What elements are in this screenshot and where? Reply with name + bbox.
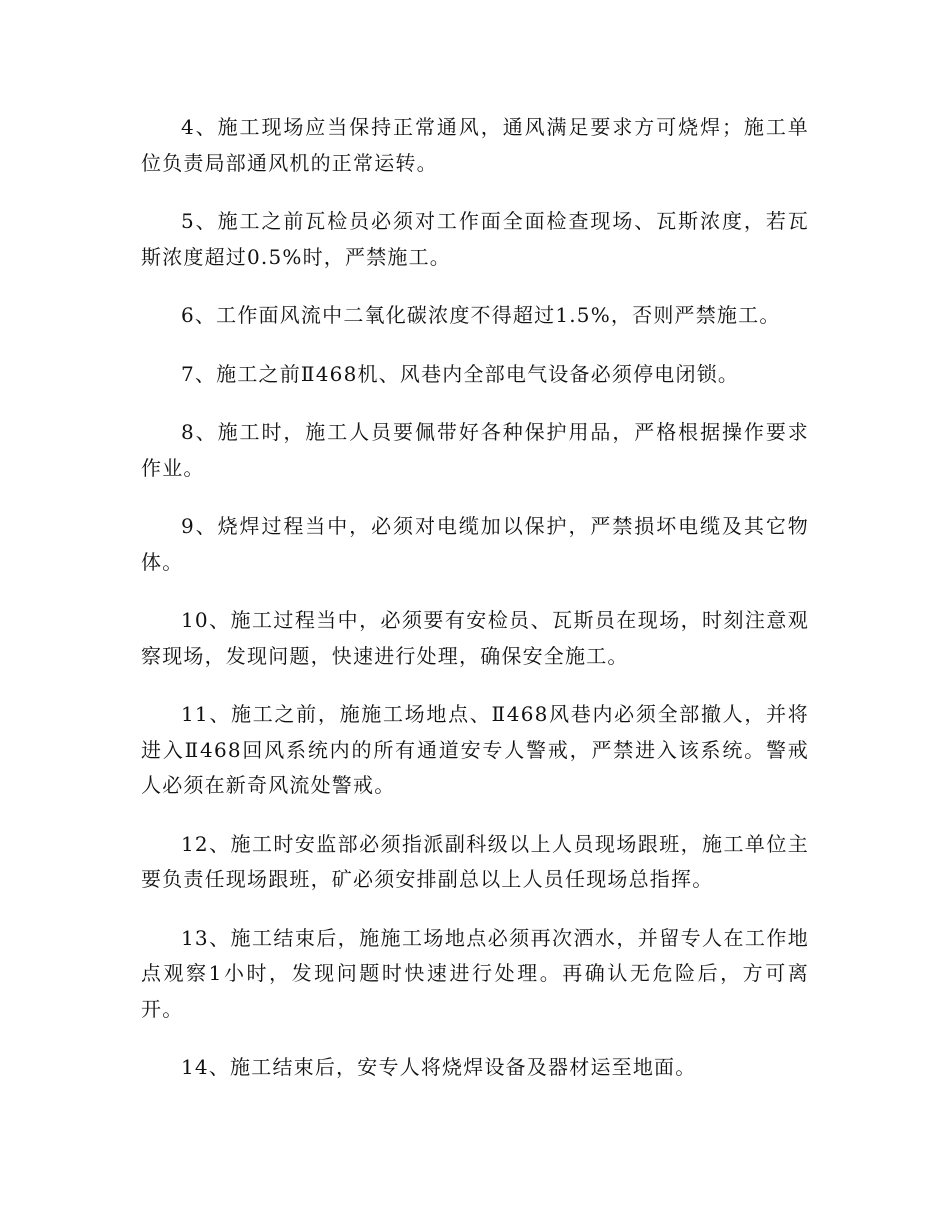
document-page bbox=[141, 110, 809, 1109]
paragraph-4: 4、施工现场应当保持正常通风，通风满足要求方可烧焊；施工单位负责局部通风机的正常运转。 bbox=[141, 115, 809, 175]
paragraph-5: 5、施工之前瓦检员必须对工作面全面检查现场、瓦斯浓度，若瓦斯浓度超过0.5%时，严禁施工。 bbox=[141, 209, 809, 269]
paragraph-11: 11、施工之前，施施工场地点、Ⅱ468风巷内必须全部撤人，并将进入Ⅱ468回风系统内的所有通道安专人警戒，严禁进入该系统。警戒人必须在新奇风流处警戒。 bbox=[141, 702, 809, 797]
paragraph-10: 10、施工过程当中，必须要有安检员、瓦斯员在现场，时刻注意观察现场，发现问题，快速进行处理，确保安全施工。 bbox=[141, 608, 809, 668]
paragraph-14: 14、施工结束后，安专人将烧焊设备及器材运至地面。 bbox=[181, 1055, 697, 1079]
paragraph-6: 6、工作面风流中二氧化碳浓度不得超过1.5%，否则严禁施工。 bbox=[181, 303, 781, 327]
paragraph-12: 12、施工时安监部必须指派副科级以上人员现场跟班，施工单位主要负责任现场跟班，矿必须安排副总以上人员任现场总指挥。 bbox=[141, 831, 809, 891]
paragraph-7: 7、施工之前Ⅱ468机、风巷内全部电气设备必须停电闭锁。 bbox=[181, 361, 740, 386]
paragraph-9: 9、烧焊过程当中，必须对电缆加以保护，严禁损坏电缆及其它物体。 bbox=[141, 514, 809, 574]
paragraph-8: 8、施工时，施工人员要佩带好各种保护用品，严格根据操作要求作业。 bbox=[141, 420, 809, 480]
paragraph-13: 13、施工结束后，施施工场地点必须再次洒水，并留专人在工作地点观察1小时，发现问题时快速进行处理。再确认无危险后，方可离开。 bbox=[141, 925, 809, 1021]
